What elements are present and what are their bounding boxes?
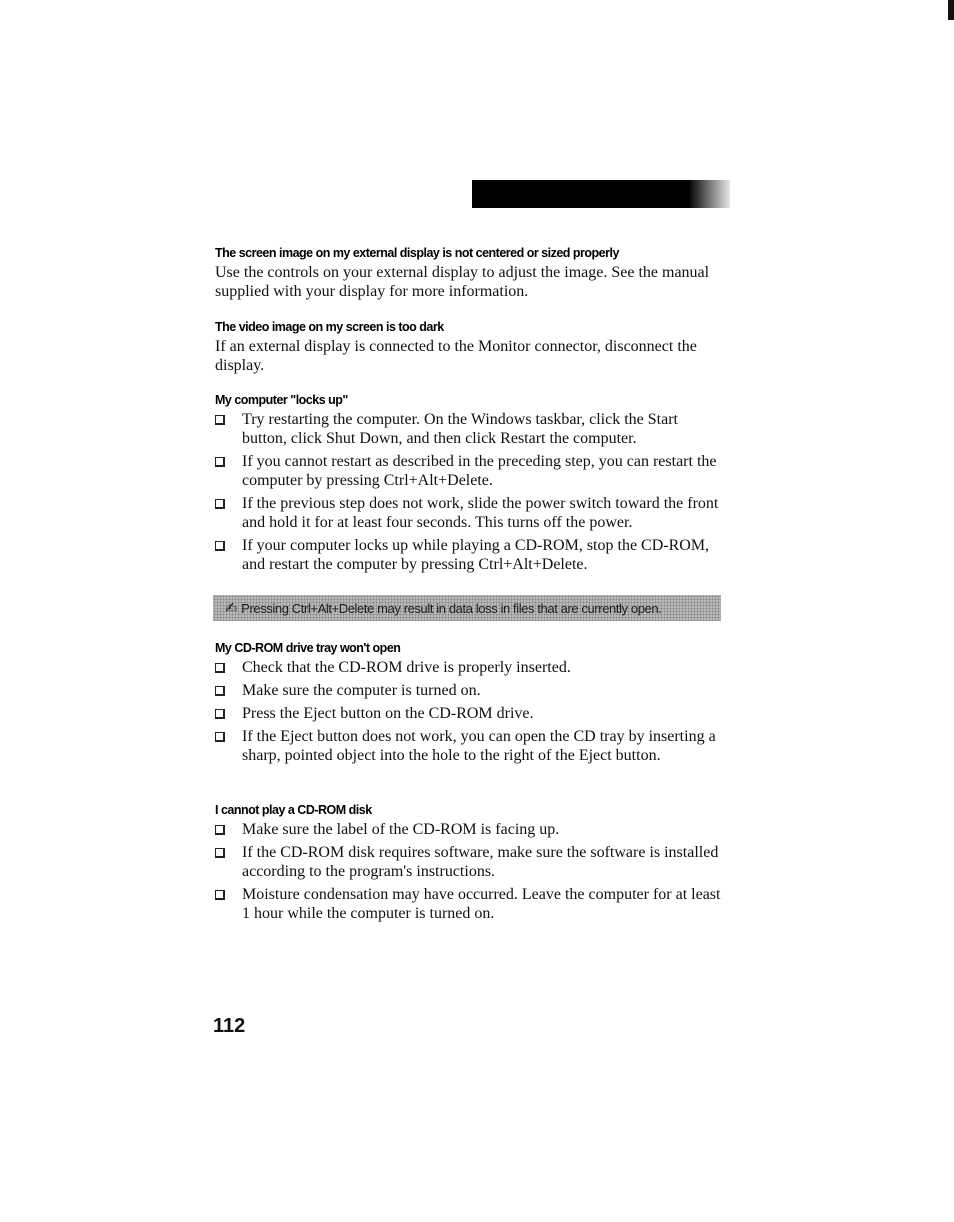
bullet-list [215, 658, 723, 765]
checkbox-bullet-icon [215, 890, 225, 900]
note-callout [213, 595, 721, 621]
list-item [215, 536, 723, 574]
list-item-text: If the previous step does not work, slide the power switch toward the front and hold it for at least four seconds. This turns off the power. [242, 495, 719, 531]
pencil-note-icon: ✍ [225, 600, 238, 617]
list-item-text: Make sure the computer is turned on. [242, 682, 481, 699]
chapter-header-bar [472, 180, 730, 208]
checkbox-bullet-icon [215, 457, 225, 467]
list-item-text: Try restarting the computer. On the Windows taskbar, click the Start button, click Shut Down, and then click Restart the computer. [242, 411, 678, 447]
list-item-text: If the CD-ROM disk requires software, make sure the software is installed according to the program's instructions. [242, 844, 719, 880]
list-item-text: Make sure the label of the CD-ROM is facing up. [242, 821, 560, 838]
checkbox-bullet-icon [215, 415, 225, 425]
list-item [215, 704, 723, 723]
section-heading: My computer "locks up" [215, 393, 348, 407]
list-item [215, 494, 723, 532]
checkbox-bullet-icon [215, 499, 225, 509]
section-paragraph: If an external display is connected to the Monitor connector, disconnect the display. [215, 338, 697, 374]
list-item [215, 658, 723, 677]
checkbox-bullet-icon [215, 541, 225, 551]
section-heading: My CD-ROM drive tray won't open [215, 641, 401, 655]
section-cannot-play-cdrom [215, 802, 723, 927]
list-item [215, 681, 723, 700]
checkbox-bullet-icon [215, 663, 225, 673]
page-edge-mark [948, 0, 954, 20]
bullet-list [215, 820, 723, 923]
list-item-text: Press the Eject button on the CD-ROM drive. [242, 705, 534, 722]
checkbox-bullet-icon [215, 825, 225, 835]
section-cdrom-tray-wont-open [215, 640, 723, 769]
checkbox-bullet-icon [215, 732, 225, 742]
section-paragraph: Use the controls on your external display to adjust the image. See the manual supplied with your display for more information. [215, 264, 710, 300]
note-text: Pressing Ctrl+Alt+Delete may result in data loss in files that are currently open. [241, 600, 662, 616]
list-item-text: If you cannot restart as described in the preceding step, you can restart the computer by pressing Ctrl+Alt+Delete. [242, 453, 717, 489]
section-computer-locks-up [215, 392, 723, 578]
list-item-text: Check that the CD-ROM drive is properly inserted. [242, 659, 571, 676]
list-item-text: Moisture condensation may have occurred. Leave the computer for at least 1 hour while the computer is turned on. [242, 886, 721, 922]
list-item-text: If the Eject button does not work, you can open the CD tray by inserting a sharp, pointed object into the hole to the right of the Eject button. [242, 728, 716, 764]
page-number: 112 [213, 1015, 246, 1037]
list-item [215, 885, 723, 923]
section-display-not-centered [215, 245, 723, 301]
list-item [215, 452, 723, 490]
section-video-too-dark [215, 319, 723, 375]
list-item [215, 410, 723, 448]
bullet-list [215, 410, 723, 574]
section-heading: The video image on my screen is too dark [215, 320, 444, 334]
checkbox-bullet-icon [215, 848, 225, 858]
list-item-text: If your computer locks up while playing a CD-ROM, stop the CD-ROM, and restart the computer by pressing Ctrl+Alt+Delete. [242, 537, 710, 573]
list-item [215, 843, 723, 881]
section-heading: I cannot play a CD-ROM disk [215, 803, 372, 817]
checkbox-bullet-icon [215, 709, 225, 719]
list-item [215, 727, 723, 765]
checkbox-bullet-icon [215, 686, 225, 696]
section-heading: The screen image on my external display is not centered or sized properly [215, 246, 619, 260]
list-item [215, 820, 723, 839]
